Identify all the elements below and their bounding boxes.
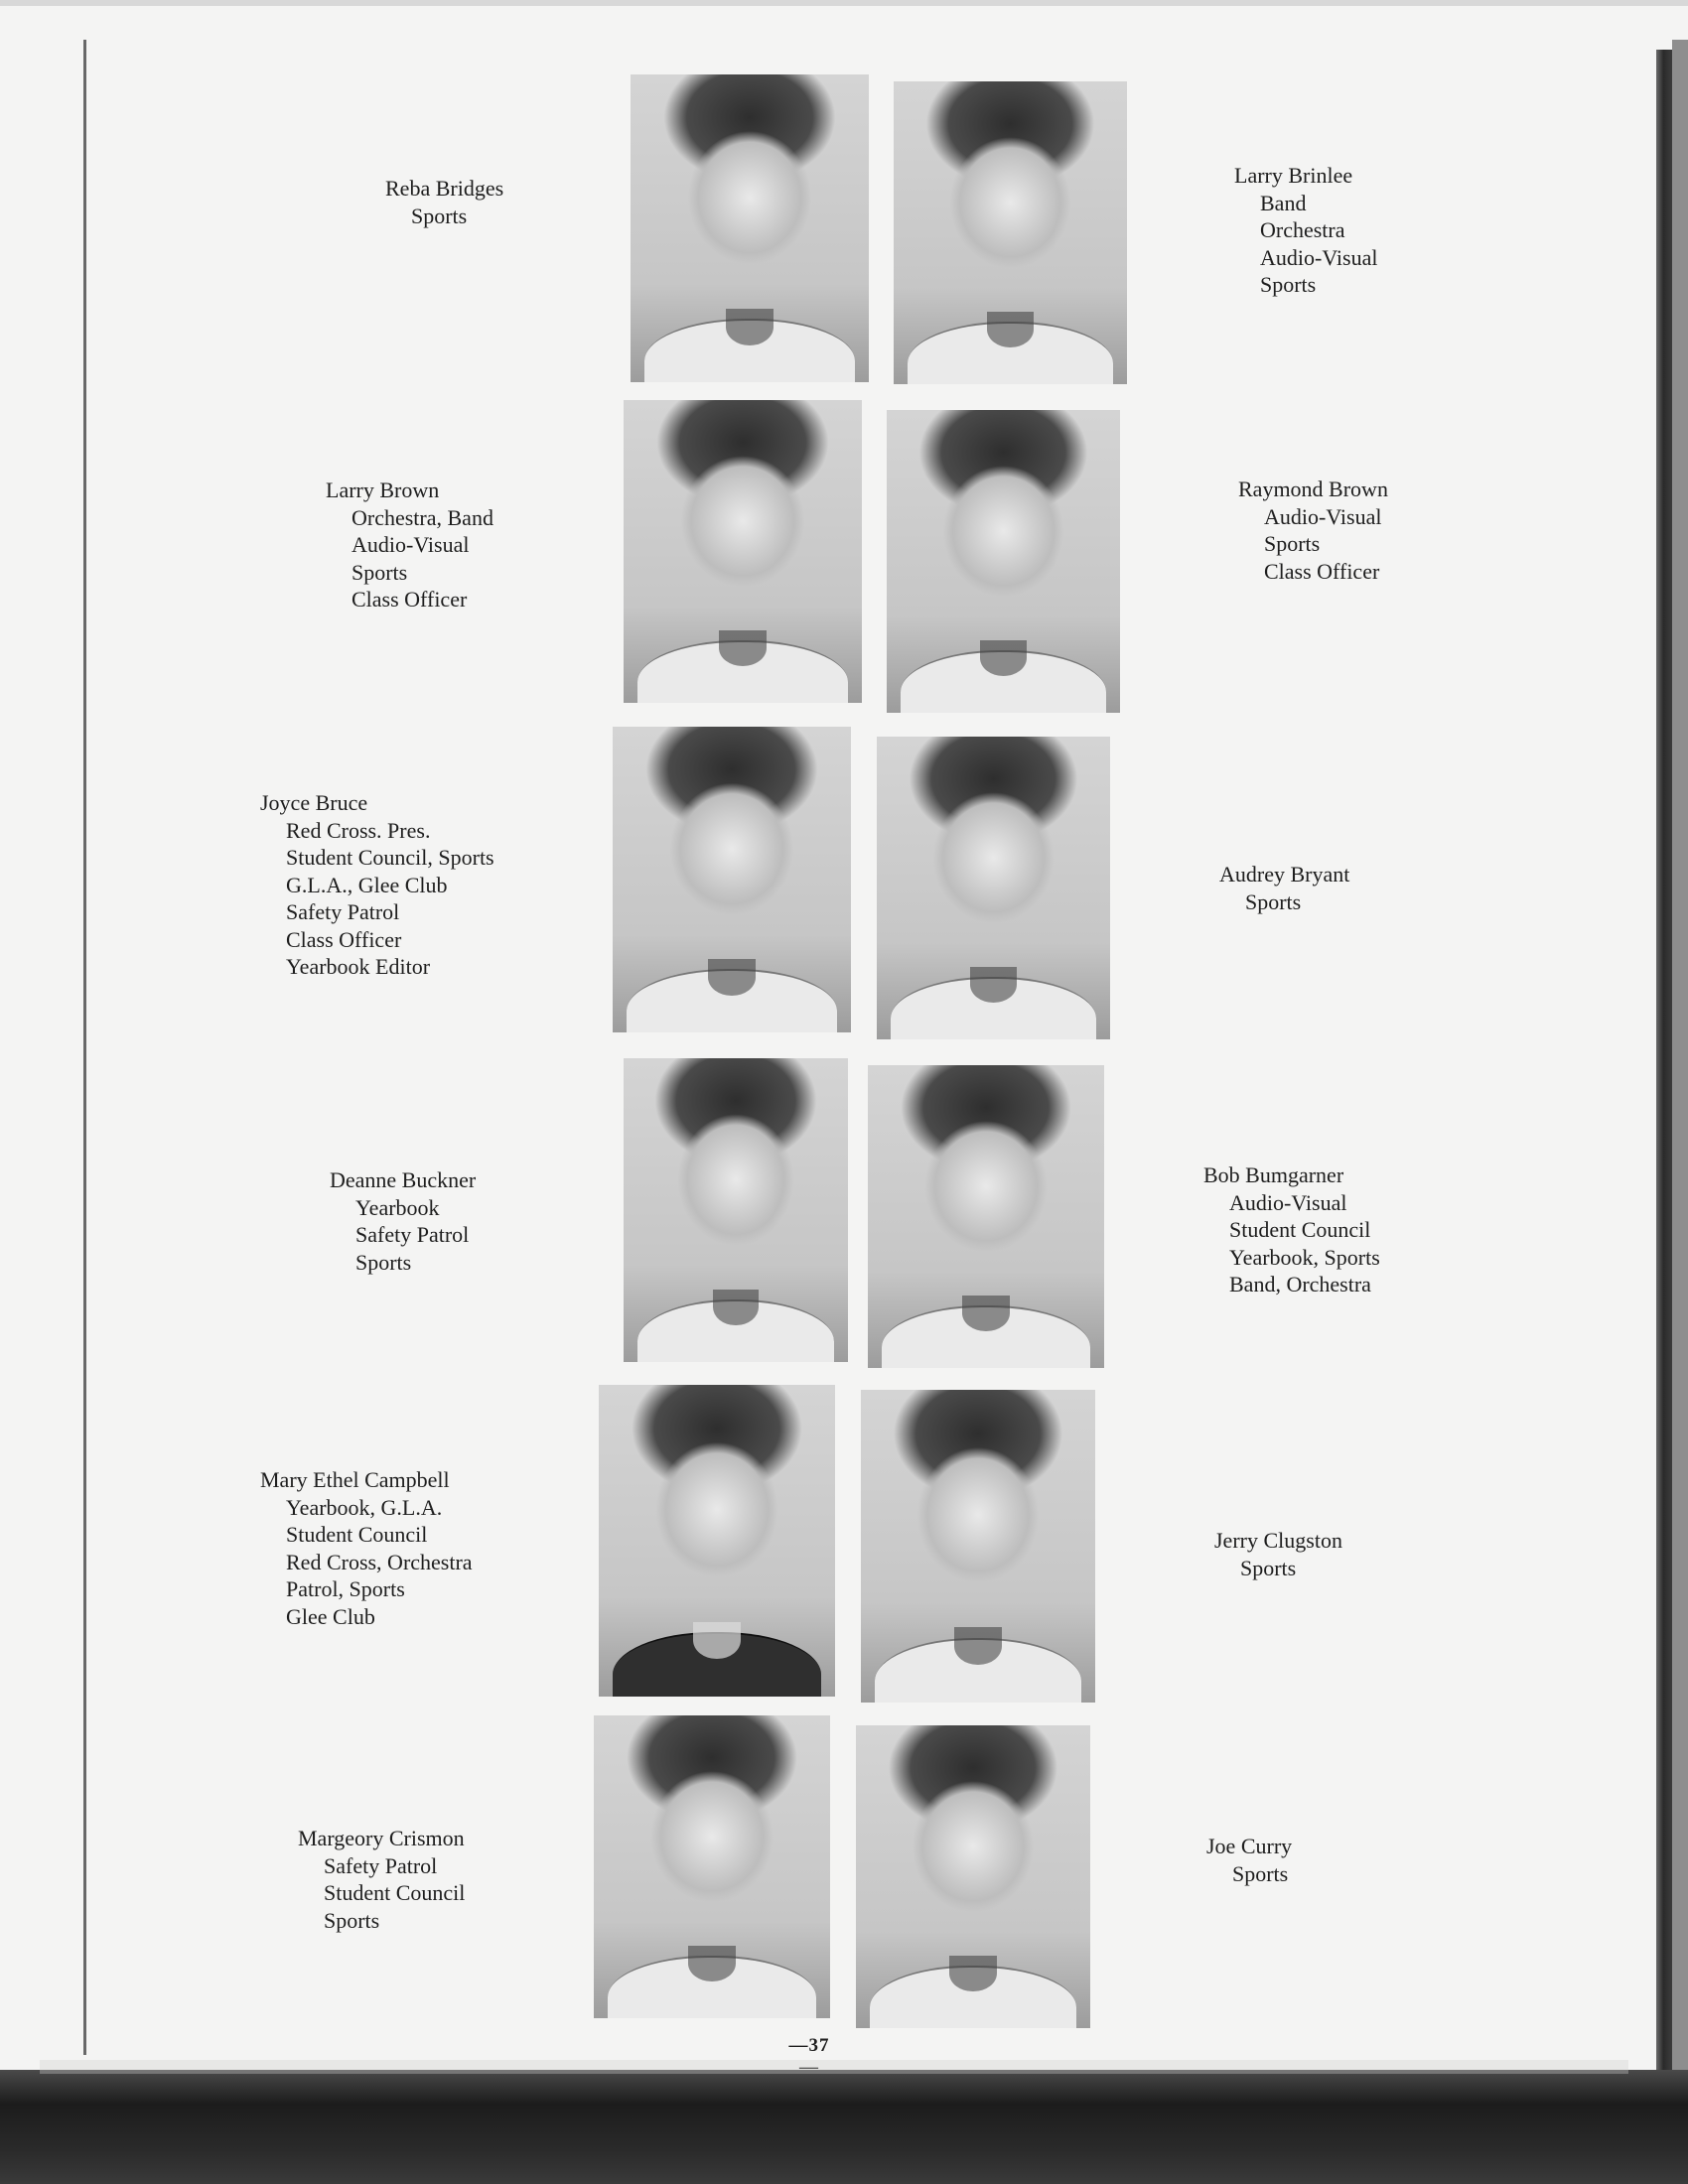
student-activity: Band xyxy=(1260,190,1307,215)
student-photo-bob-bumgarner xyxy=(868,1065,1104,1368)
student-name: Mary Ethel Campbell xyxy=(260,1467,450,1492)
student-photo-joyce-bruce xyxy=(613,727,851,1032)
student-name: Audrey Bryant xyxy=(1219,862,1350,887)
student-photo-raymond-brown xyxy=(887,410,1120,713)
caption-mary-ethel-campbell xyxy=(260,1466,473,1630)
student-activity: Red Cross, Orchestra xyxy=(286,1549,473,1574)
student-activity: Sports xyxy=(1232,1860,1289,1886)
caption-jerry-clugston xyxy=(1214,1527,1342,1581)
right-scan-shadow xyxy=(1672,40,1688,2184)
student-photo-larry-brinlee xyxy=(894,81,1127,384)
student-activity: Red Cross. Pres. xyxy=(286,817,431,843)
caption-raymond-brown xyxy=(1238,476,1388,585)
caption-bob-bumgarner xyxy=(1203,1161,1380,1298)
student-photo-mary-ethel-campbell xyxy=(599,1385,835,1697)
student-activity: Student Council xyxy=(286,1522,428,1547)
student-activity: Patrol, Sports xyxy=(286,1576,405,1601)
student-name: Deanne Buckner xyxy=(330,1167,477,1192)
student-activity: Orchestra, Band xyxy=(352,504,493,530)
student-photo-audrey-bryant xyxy=(877,737,1110,1039)
student-activity: Safety Patrol xyxy=(355,1222,470,1247)
student-activity: Yearbook, Sports xyxy=(1229,1244,1380,1270)
caption-larry-brown xyxy=(326,477,493,614)
caption-margeory-crismon xyxy=(298,1825,465,1934)
caption-deanne-buckner xyxy=(330,1166,476,1276)
student-name: Raymond Brown xyxy=(1238,477,1388,501)
caption-joe-curry xyxy=(1206,1833,1292,1887)
student-activity: Band, Orchestra xyxy=(1229,1272,1371,1297)
student-activity: Orchestra xyxy=(1260,217,1345,242)
student-name: Larry Brown xyxy=(326,478,440,502)
student-activity: Student Council, Sports xyxy=(286,845,494,870)
student-photo-reba-bridges xyxy=(631,74,869,382)
student-name: Reba Bridges xyxy=(385,176,504,201)
student-activity: Sports xyxy=(1260,272,1317,297)
student-name: Jerry Clugston xyxy=(1214,1528,1342,1553)
student-activity: Audio-Visual xyxy=(352,532,470,557)
caption-larry-brinlee xyxy=(1234,162,1377,299)
student-photo-deanne-buckner xyxy=(624,1058,848,1362)
student-activity: Class Officer xyxy=(286,926,402,952)
page-number: —37 xyxy=(788,2035,830,2056)
top-page-edge xyxy=(0,0,1688,6)
student-photo-jerry-clugston xyxy=(861,1390,1095,1703)
student-activity: Student Council xyxy=(1229,1217,1371,1242)
student-activity: Safety Patrol xyxy=(324,1852,438,1878)
bottom-scan-edge xyxy=(0,2070,1688,2184)
student-activity: Sports xyxy=(352,559,408,585)
student-activity: Sports xyxy=(1240,1555,1297,1580)
student-photo-margeory-crismon xyxy=(594,1715,830,2018)
student-name: Joyce Bruce xyxy=(260,790,368,815)
student-activity: Student Council xyxy=(324,1880,466,1905)
caption-reba-bridges xyxy=(385,175,503,229)
right-page-edge xyxy=(1656,50,1672,2095)
student-name: Joe Curry xyxy=(1206,1834,1293,1858)
student-activity: Audio-Visual xyxy=(1260,244,1378,270)
student-activity: Audio-Visual xyxy=(1229,1189,1347,1215)
student-photo-joe-curry xyxy=(856,1725,1090,2028)
student-activity: Sports xyxy=(1264,531,1321,556)
student-activity: Sports xyxy=(324,1907,380,1933)
student-activity: Yearbook Editor xyxy=(286,954,431,979)
student-name: Larry Brinlee xyxy=(1234,163,1353,188)
student-activity: Sports xyxy=(1245,888,1302,914)
caption-audrey-bryant xyxy=(1219,861,1349,915)
student-name: Bob Bumgarner xyxy=(1203,1162,1344,1187)
student-activity: Glee Club xyxy=(286,1603,375,1629)
student-name: Margeory Crismon xyxy=(298,1826,465,1850)
student-activity: Yearbook xyxy=(355,1194,440,1220)
caption-joyce-bruce xyxy=(260,789,494,981)
student-activity: G.L.A., Glee Club xyxy=(286,872,448,897)
student-activity: Safety Patrol xyxy=(286,899,400,924)
student-activity: Sports xyxy=(411,203,468,228)
student-activity: Audio-Visual xyxy=(1264,503,1382,529)
student-activity: Sports xyxy=(355,1249,412,1275)
student-activity: Class Officer xyxy=(352,587,468,612)
left-binding-edge xyxy=(83,40,86,2055)
student-photo-larry-brown xyxy=(624,400,862,703)
student-activity: Class Officer xyxy=(1264,558,1380,584)
student-activity: Yearbook, G.L.A. xyxy=(286,1494,443,1520)
